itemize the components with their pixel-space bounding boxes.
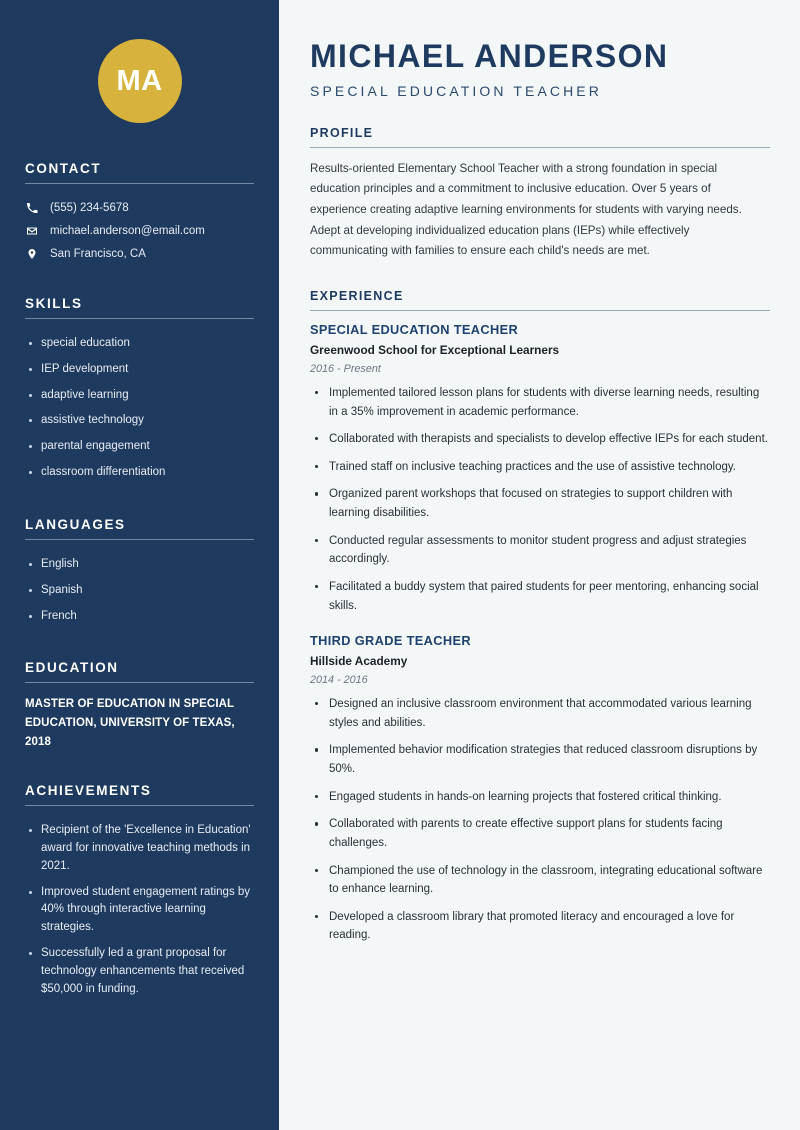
- sidebar-section-contact: [25, 161, 254, 265]
- list-item: Implemented behavior modification strategies that reduced classroom disruptions by 50%.: [310, 741, 770, 787]
- profile-text: Results-oriented Elementary School Teacher with a strong foundation in special education principles and a commitment to inclusive education. Over 5 years of experience creating adaptive learning environments for students with varying needs. Adept at developing individualized education plans (IEPs) while effectively communicating with families to ensure each child's needs are met.: [310, 161, 742, 258]
- list-item: Collaborated with parents to create effective support plans for students facing challenges.: [310, 815, 770, 861]
- experience-company: Greenwood School for Exceptional Learners: [310, 342, 560, 357]
- list-item: Conducted regular assessments to monitor student progress and adjust strategies accordingly.: [310, 532, 770, 578]
- sidebar-heading-skills: SKILLS: [25, 296, 83, 311]
- experience-entry: [310, 633, 770, 945]
- list-item: English: [25, 552, 254, 578]
- contact-list: [25, 196, 254, 265]
- list-item: Trained staff on inclusive teaching practices and the use of assistive technology.: [310, 458, 770, 486]
- envelope-icon: [25, 224, 39, 238]
- section-profile: [310, 126, 770, 262]
- achievements-list: [25, 818, 254, 1002]
- contact-value-location: San Francisco, CA: [50, 247, 146, 260]
- divider: [25, 805, 254, 806]
- skills-list: [25, 331, 254, 486]
- sidebar-section-languages: [25, 517, 254, 629]
- languages-list: [25, 552, 254, 629]
- list-item: adaptive learning: [25, 383, 254, 409]
- contact-value-phone: (555) 234-5678: [50, 201, 129, 214]
- list-item: IEP development: [25, 357, 254, 383]
- list-item: Facilitated a buddy system that paired students for peer mentoring, enhancing social skills.: [310, 578, 770, 615]
- sidebar-heading-contact: CONTACT: [25, 161, 102, 176]
- divider: [310, 147, 770, 148]
- list-item: classroom differentiation: [25, 460, 254, 486]
- list-item: special education: [25, 331, 254, 357]
- list-item: Designed an inclusive classroom environment that accommodated various learning styles and abilities.: [310, 695, 770, 741]
- sidebar-section-achievements: [25, 783, 254, 1002]
- list-item: assistive technology: [25, 408, 254, 434]
- experience-bullets: [310, 384, 770, 615]
- phone-icon: [25, 201, 39, 215]
- divider: [310, 310, 770, 311]
- list-item: Collaborated with therapists and specialists to develop effective IEPs for each student.: [310, 430, 770, 458]
- list-item: Developed a classroom library that promoted literacy and encouraged a love for reading.: [310, 908, 770, 945]
- contact-value-email: michael.anderson@email.com: [50, 224, 205, 237]
- avatar-initials: MA: [98, 39, 182, 123]
- list-item: Organized parent workshops that focused on strategies to support children with learning disabilities.: [310, 485, 770, 531]
- avatar-wrapper: [25, 0, 254, 123]
- contact-item-email[interactable]: [25, 219, 254, 242]
- list-item: Successfully led a grant proposal for technology enhancements that received $50,000 in funding.: [25, 941, 254, 1002]
- divider: [25, 682, 254, 683]
- list-item: Improved student engagement ratings by 40% through interactive learning strategies.: [25, 880, 254, 941]
- page-title: MICHAEL ANDERSON: [310, 38, 669, 74]
- sidebar-heading-education: EDUCATION: [25, 660, 119, 676]
- job-role-subtitle: SPECIAL EDUCATION TEACHER: [310, 82, 602, 99]
- sidebar-section-skills: [25, 296, 254, 486]
- divider: [25, 183, 254, 184]
- experience-bullets: [310, 695, 770, 945]
- list-item: French: [25, 604, 254, 630]
- divider: [25, 318, 254, 319]
- list-item: Championed the use of technology in the classroom, integrating educational software to enhance learning.: [310, 862, 770, 908]
- heading-experience: EXPERIENCE: [310, 288, 404, 303]
- list-item: Recipient of the 'Excellence in Education' award for innovative teaching methods in 2021.: [25, 818, 254, 879]
- list-item: Implemented tailored lesson plans for students with diverse learning needs, resulting in a 35% improvement in academic performance.: [310, 384, 770, 430]
- section-experience: [310, 289, 770, 945]
- main-content: [279, 0, 800, 1130]
- contact-item-location[interactable]: [25, 242, 254, 265]
- sidebar-section-education: [25, 660, 254, 751]
- experience-title: THIRD GRADE TEACHER: [310, 633, 471, 649]
- divider: [25, 539, 254, 540]
- education-entry: MASTER OF EDUCATION IN SPECIAL EDUCATION, UNIVERSITY OF TEXAS, 2018: [25, 698, 235, 748]
- contact-item-phone[interactable]: [25, 196, 254, 219]
- list-item: parental engagement: [25, 434, 254, 460]
- experience-entry: [310, 322, 770, 615]
- experience-dates: 2014 - 2016: [310, 674, 368, 687]
- experience-company: Hillside Academy: [310, 654, 408, 669]
- sidebar-heading-achievements: ACHIEVEMENTS: [25, 783, 152, 799]
- sidebar: [0, 0, 279, 1130]
- heading-profile: PROFILE: [310, 125, 374, 140]
- list-item: Engaged students in hands-on learning projects that fostered critical thinking.: [310, 788, 770, 816]
- experience-dates: 2016 - Present: [310, 362, 381, 375]
- map-pin-icon: [25, 247, 39, 261]
- list-item: Spanish: [25, 578, 254, 604]
- experience-title: SPECIAL EDUCATION TEACHER: [310, 321, 519, 337]
- sidebar-heading-languages: LANGUAGES: [25, 516, 126, 532]
